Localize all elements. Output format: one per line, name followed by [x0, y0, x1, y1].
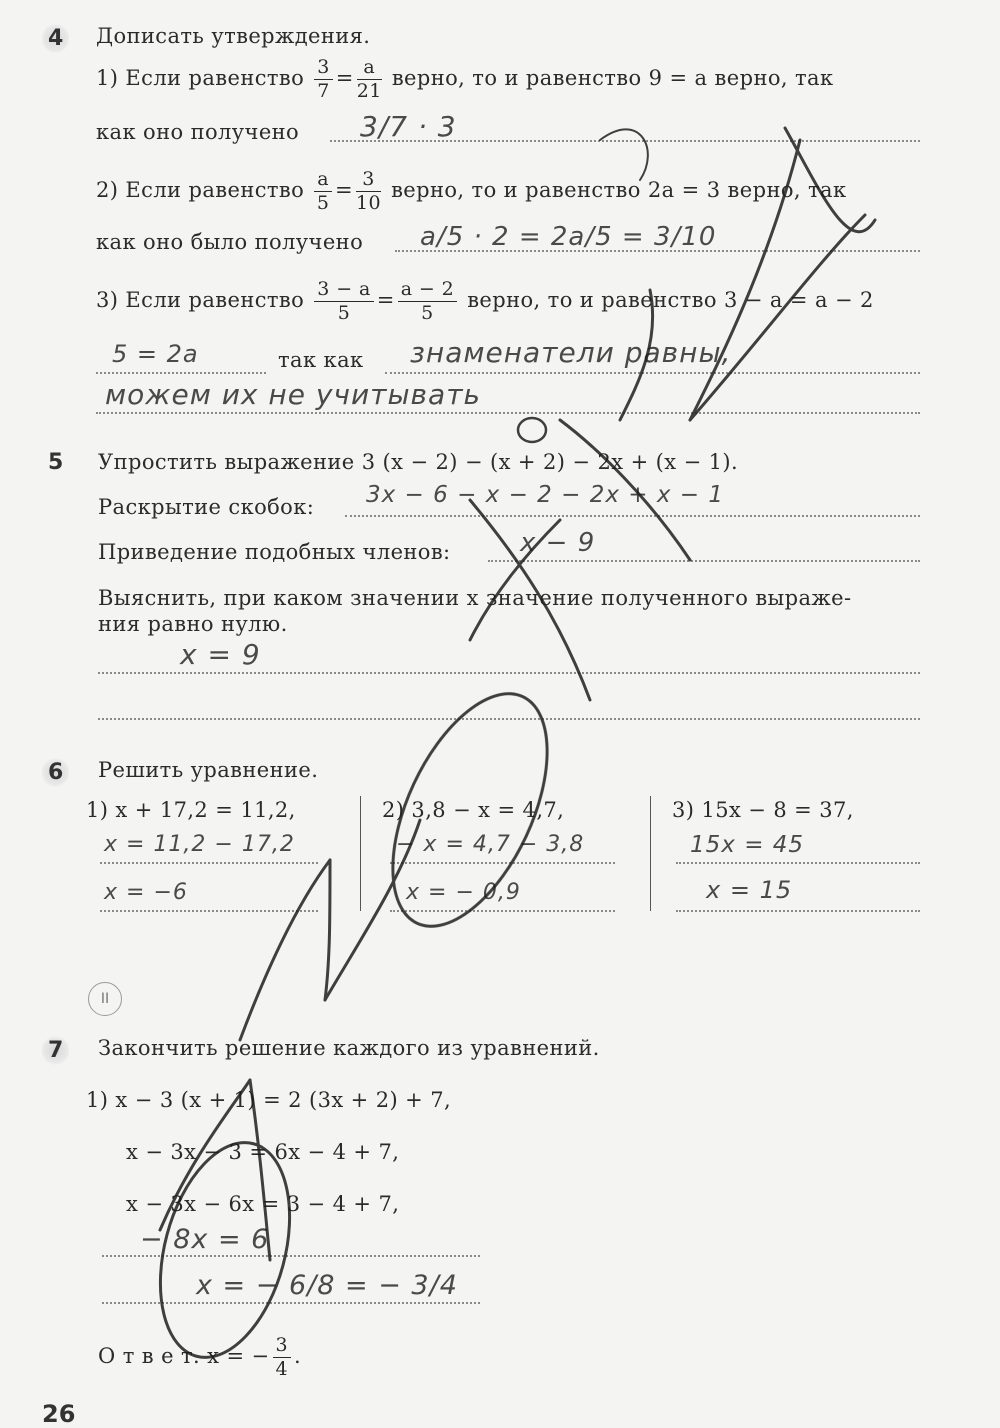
- denominator: 21: [356, 80, 382, 102]
- equation-3-step-1: 15x = 45: [690, 832, 805, 858]
- task-7-line-3: x − 3x − 6x = 3 − 4 + 7,: [126, 1192, 400, 1216]
- task-4-title: Дописать утверждения.: [96, 24, 371, 48]
- find-handwritten-answer: x = 9: [180, 638, 261, 671]
- item-2-rest: верно, то и равенство 2a = 3 верно, так: [391, 178, 847, 202]
- column-divider: [360, 796, 361, 911]
- equation-2-result: x = − 0,9: [406, 880, 521, 905]
- answer-line: [96, 412, 920, 414]
- task-4-number: 4: [42, 24, 69, 53]
- equation-3-result: x = 15: [706, 876, 793, 904]
- answer-line: [488, 560, 920, 562]
- task-4-item-3: [96, 280, 874, 323]
- denominator: 10: [356, 192, 381, 214]
- item-1-rest: верно, то и равенство 9 = a верно, так: [391, 66, 834, 90]
- fraction: [357, 58, 382, 101]
- equation-1: 1) x + 17,2 = 11,2,: [86, 798, 296, 822]
- task-6-number: 6: [42, 758, 69, 787]
- find-label-line-2: ния равно нулю.: [98, 612, 288, 636]
- task-7-title: Закончить решение каждого из уравнений.: [98, 1036, 600, 1060]
- item-3-rest: верно, то и равенство 3 − a = a − 2: [467, 288, 874, 312]
- answer-line: [102, 1255, 480, 1257]
- item-2-reason-label: как оно было получено: [96, 230, 364, 254]
- denominator: 5: [421, 302, 434, 324]
- answer-line: [102, 1302, 480, 1304]
- task-7-number: 7: [42, 1036, 69, 1065]
- answer-line: [345, 515, 920, 517]
- item-3-handwritten-equation: 5 = 2a: [112, 340, 199, 368]
- task-4-item-1: [96, 58, 834, 101]
- item-3-handwritten-reason-2: можем их не учитывать: [105, 378, 482, 411]
- item-2-intro: 2) Если равенство: [96, 178, 305, 202]
- equation-1-result: x = −6: [104, 880, 188, 905]
- answer-line: [390, 910, 615, 912]
- expand-label: Раскрытие скобок:: [98, 495, 315, 519]
- collect-label: Приведение подобных членов:: [98, 540, 451, 564]
- numerator: 3: [314, 58, 333, 80]
- answer-label: О т в е т. x = −: [98, 1344, 270, 1368]
- answer-line: [100, 862, 318, 864]
- item-3-reason-label: так как: [278, 348, 364, 372]
- collect-handwritten-answer: x − 9: [520, 528, 596, 558]
- task-6-title: Решить уравнение.: [98, 758, 319, 782]
- answer-line: [385, 372, 920, 374]
- equation-2: 2) 3,8 − x = 4,7,: [382, 798, 565, 822]
- equation-1-step-1: x = 11,2 − 17,2: [104, 832, 295, 857]
- equals-sign: =: [335, 178, 353, 202]
- denominator: 7: [317, 80, 330, 102]
- fraction: [314, 170, 332, 213]
- numerator: 3: [356, 170, 381, 192]
- item-1-intro: 1) Если равенство: [96, 66, 305, 90]
- numerator: a − 2: [398, 280, 457, 302]
- item-3-intro: 3) Если равенство: [96, 288, 305, 312]
- equals-sign: =: [376, 288, 395, 312]
- task-4-item-2: [96, 170, 847, 213]
- answer-line: [676, 910, 920, 912]
- answer-line: [96, 372, 266, 374]
- equals-sign: =: [335, 66, 354, 90]
- task-7-handwritten-step-1: − 8x = 6: [140, 1224, 270, 1255]
- numerator: a: [314, 170, 332, 192]
- answer-line: [98, 718, 920, 720]
- answer-line: [98, 672, 920, 674]
- column-divider: [650, 796, 651, 911]
- numerator: a: [357, 58, 382, 80]
- answer-fraction: [273, 1336, 292, 1379]
- page-number: 26: [42, 1400, 76, 1428]
- find-label-line-1: Выяснить, при каком значении x значение полученного выраже-: [98, 586, 852, 610]
- task-7-answer: О т в е т. x = − $\frac{3}{4}$ .: [98, 1334, 302, 1380]
- item-2-handwritten-answer: a/5 · 2 = 2a/5 = 3/10: [420, 222, 717, 252]
- item-1-handwritten-answer: 3/7 · 3: [360, 110, 457, 143]
- denominator: 5: [337, 302, 351, 324]
- item-1-reason-label: как оно получено: [96, 120, 300, 144]
- answer-line: [100, 910, 318, 912]
- answer-line: [676, 862, 920, 864]
- fraction: [314, 58, 333, 101]
- denominator: 5: [316, 192, 330, 214]
- task-7-line-1: 1) x − 3 (x + 1) = 2 (3x + 2) + 7,: [86, 1088, 452, 1112]
- item-3-handwritten-reason-1: знаменатели равны,: [410, 336, 732, 369]
- fraction: [398, 280, 457, 323]
- numerator: 3 − a: [314, 280, 373, 302]
- fraction: [356, 170, 381, 213]
- fraction: [314, 280, 373, 323]
- task-5-title: Упростить выражение 3 (x − 2) − (x + 2) − 2x + (x − 1).: [98, 450, 739, 474]
- answer-line: [390, 862, 615, 864]
- task-7-line-2: x − 3x − 3 = 6x − 4 + 7,: [126, 1140, 400, 1164]
- expand-handwritten-answer: 3x − 6 − x − 2 − 2x + x − 1: [366, 482, 724, 508]
- denominator: 4: [275, 1358, 289, 1380]
- section-marker: II: [88, 982, 122, 1016]
- task-5-number: 5: [48, 450, 64, 475]
- numerator: 3: [273, 1336, 292, 1358]
- equation-2-step-1: − x = 4,7 − 3,8: [396, 832, 585, 857]
- task-7-handwritten-step-2: x = − 6/8 = − 3/4: [196, 1270, 458, 1301]
- equation-3: 3) 15x − 8 = 37,: [672, 798, 854, 822]
